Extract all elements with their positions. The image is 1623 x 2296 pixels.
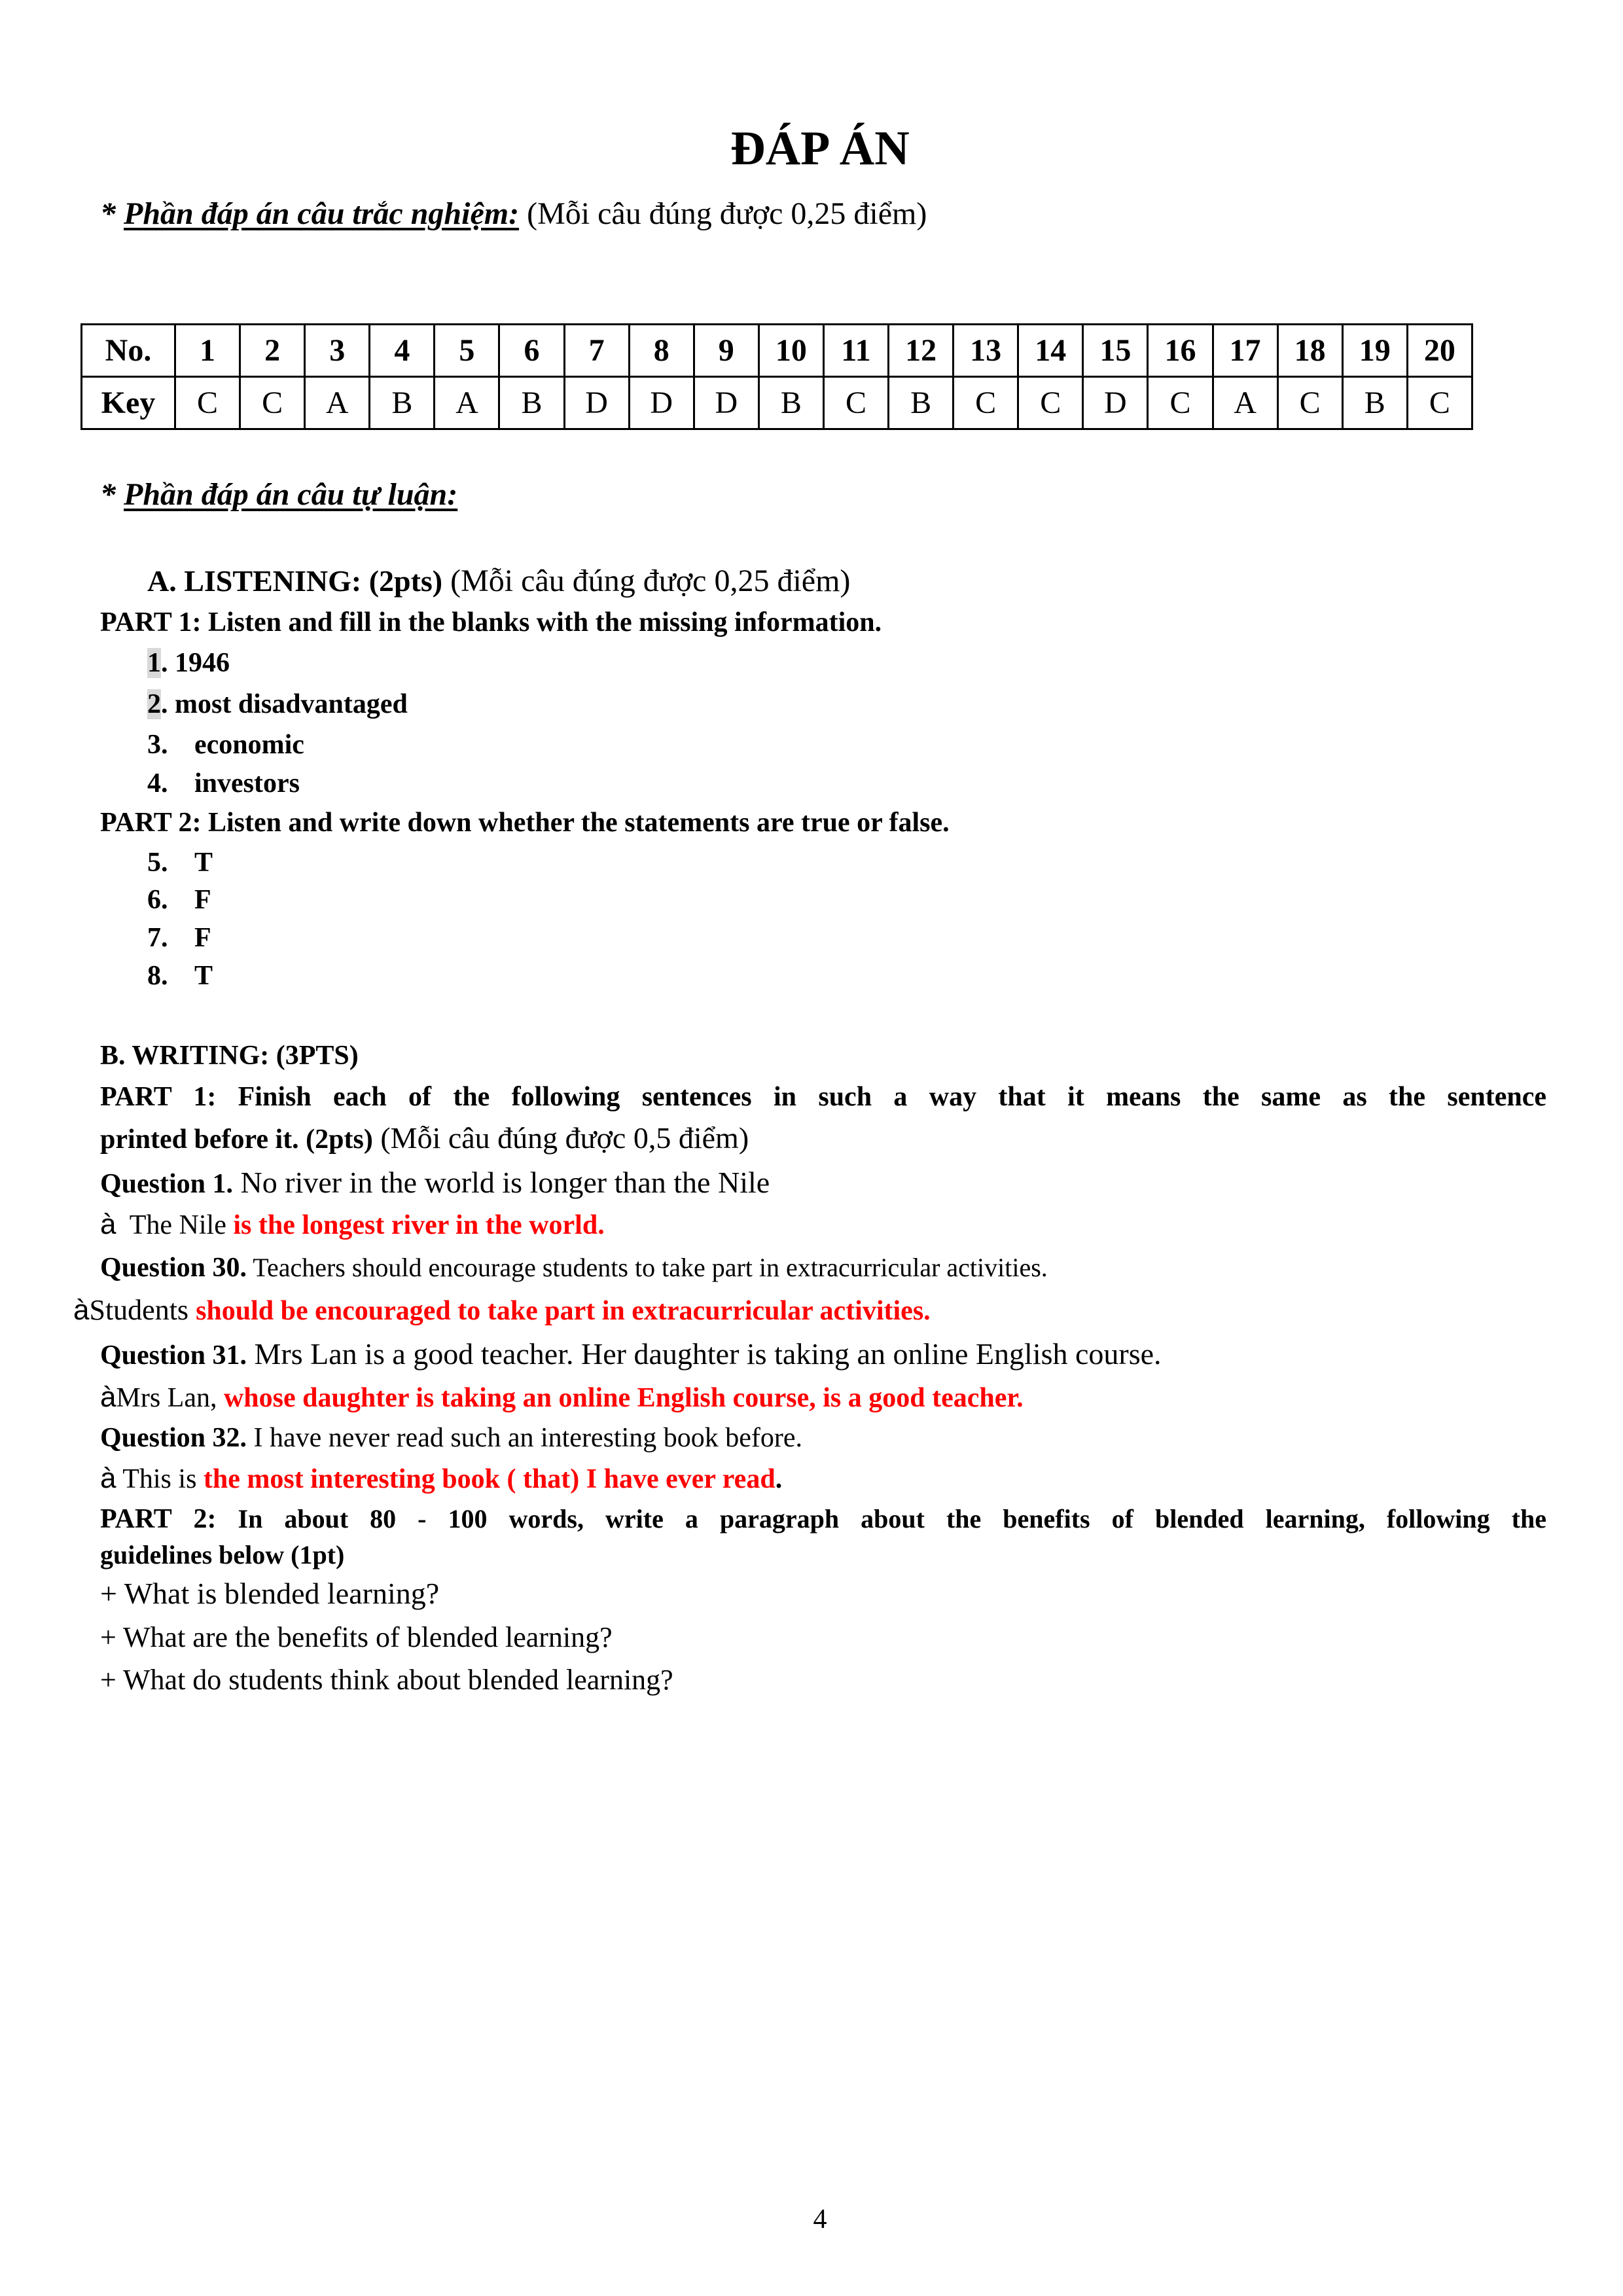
question-number: 8 <box>629 325 694 377</box>
answer-key: B <box>370 377 435 429</box>
question-number: 6 <box>499 325 564 377</box>
question-answer <box>100 1210 605 1239</box>
answer-key: A <box>305 377 370 429</box>
item-answer: economic <box>194 730 304 760</box>
answer-key: A <box>1213 377 1277 429</box>
heading-asterisk: * <box>100 196 124 231</box>
list-item <box>147 770 300 797</box>
answer-key: C <box>175 377 240 429</box>
table-row-numbers <box>82 325 1472 377</box>
list-item <box>147 886 211 914</box>
item-answer: investors <box>194 768 300 798</box>
question-answer <box>100 1464 782 1493</box>
item-number: 8. <box>147 961 168 991</box>
question-number: 5 <box>435 325 499 377</box>
writing-part2-instruction-line1 <box>100 1505 1546 1533</box>
question-number: 19 <box>1342 325 1407 377</box>
row-header-key: Key <box>82 377 175 429</box>
arrow-icon: à <box>73 1294 90 1326</box>
question-number: 20 <box>1407 325 1472 377</box>
question-number: 17 <box>1213 325 1277 377</box>
question-label: Question 1. <box>100 1169 234 1199</box>
answer-key: C <box>1018 377 1083 429</box>
question-number: 16 <box>1148 325 1213 377</box>
arrow-icon: à <box>100 1208 116 1240</box>
answer-key: C <box>240 377 305 429</box>
item-answer: . 1946 <box>161 648 230 678</box>
question-number: 7 <box>564 325 629 377</box>
answer-key: D <box>694 377 758 429</box>
guideline-item: + What are the benefits of blended learning? <box>100 1621 613 1653</box>
answer-start: This is <box>116 1464 204 1494</box>
listening-score-note: (Mỗi câu đúng được 0,25 điểm) <box>442 564 851 598</box>
writing-part2-instruction-line2: guidelines below (1pt) <box>100 1540 345 1570</box>
item-answer: T <box>194 961 213 991</box>
multiple-choice-score-note: (Mỗi câu đúng được 0,25 điểm) <box>519 196 927 231</box>
answer-key: B <box>499 377 564 429</box>
answer-text: is the longest river in the world. <box>233 1210 605 1240</box>
question-number: 2 <box>240 325 305 377</box>
guideline-item: + What is blended learning? <box>100 1577 440 1610</box>
list-item <box>147 849 213 876</box>
row-header-no: No. <box>82 325 175 377</box>
page-title: ĐÁP ÁN <box>730 122 910 175</box>
list-item <box>147 691 408 718</box>
item-answer: T <box>194 848 213 878</box>
answer-key: B <box>1342 377 1407 429</box>
question-number: 13 <box>954 325 1018 377</box>
question-prompt <box>100 1254 1048 1282</box>
question-number: 10 <box>758 325 823 377</box>
question-number: 14 <box>1018 325 1083 377</box>
answer-key: C <box>1277 377 1342 429</box>
question-prompt <box>100 1424 802 1452</box>
question-number: 4 <box>370 325 435 377</box>
question-label: Question 32. <box>100 1423 247 1453</box>
answer-start: Students <box>89 1294 196 1326</box>
question-number: 15 <box>1083 325 1148 377</box>
question-number: 9 <box>694 325 758 377</box>
listening-label: A. LISTENING: (2pts) <box>147 564 443 598</box>
part2-label: PART 2: <box>100 1504 217 1534</box>
listening-heading <box>147 565 850 597</box>
part2-instruction: In about 80 - 100 words, write a paragraph about the benefits of blended learning, following the <box>216 1504 1546 1534</box>
question-answer <box>73 1296 931 1325</box>
arrow-icon: à <box>100 1381 116 1413</box>
arrow-icon: à <box>100 1462 116 1494</box>
answer-key-table <box>80 323 1473 430</box>
answer-end: . <box>775 1464 783 1494</box>
list-item <box>147 649 230 677</box>
answer-key: D <box>1083 377 1148 429</box>
item-answer: . most disadvantaged <box>161 689 408 719</box>
answer-key: C <box>954 377 1018 429</box>
writing-part1-instruction-line2 <box>100 1123 749 1153</box>
item-number: 5. <box>147 848 168 878</box>
question-label: Question 31. <box>100 1340 247 1371</box>
item-number: 3. <box>147 730 168 760</box>
question-text: No river in the world is longer than the Nile <box>233 1166 770 1199</box>
question-text: Teachers should encourage students to take part in extracurricular activities. <box>247 1253 1048 1282</box>
answer-key: C <box>1407 377 1472 429</box>
answer-key: B <box>889 377 954 429</box>
question-text: Mrs Lan is a good teacher. Her daughter is taking an online English course. <box>247 1337 1162 1371</box>
list-item <box>147 962 213 990</box>
question-label: Question 30. <box>100 1253 247 1283</box>
question-number: 11 <box>823 325 888 377</box>
item-number: 6. <box>147 885 168 915</box>
question-prompt <box>100 1168 770 1198</box>
listening-part2-instruction: PART 2: Listen and write down whether the statements are true or false. <box>100 808 950 838</box>
item-answer: F <box>194 923 211 953</box>
item-answer: F <box>194 885 211 915</box>
answer-key: A <box>435 377 499 429</box>
heading-asterisk: * <box>100 477 124 512</box>
answer-text: the most interesting book ( that) I have ever read <box>203 1464 776 1494</box>
item-number: 4. <box>147 768 168 798</box>
writing-part1-instruction-line1: PART 1: Finish each of the following sentences in such a way that it means the same as the sentence <box>100 1082 1546 1112</box>
page-number: 4 <box>813 2204 827 2234</box>
question-number: 18 <box>1277 325 1342 377</box>
item-number: 2 <box>147 689 161 719</box>
item-number: 7. <box>147 923 168 953</box>
listening-part1-instruction: PART 1: Listen and fill in the blanks with the missing information. <box>100 607 882 637</box>
item-number: 1 <box>147 648 161 678</box>
question-answer <box>100 1383 1024 1412</box>
answer-text: should be encouraged to take part in extracurricular activities. <box>196 1296 931 1326</box>
answer-key: C <box>823 377 888 429</box>
answer-key: D <box>564 377 629 429</box>
essay-title: Phần đáp án câu tự luận: <box>124 477 458 512</box>
question-prompt <box>100 1339 1162 1369</box>
question-number: 3 <box>305 325 370 377</box>
answer-key: C <box>1148 377 1213 429</box>
answer-key: D <box>629 377 694 429</box>
answer-text: whose daughter is taking an online English course, is a good teacher. <box>223 1383 1024 1413</box>
answer-start: Mrs Lan, <box>116 1383 224 1413</box>
answer-key: B <box>758 377 823 429</box>
guideline-item: + What do students think about blended learning? <box>100 1664 673 1696</box>
list-item <box>147 731 304 759</box>
table-row-keys <box>82 377 1472 429</box>
multiple-choice-heading <box>100 198 927 230</box>
question-text: I have never read such an interesting book before. <box>247 1423 803 1453</box>
writing-score-note: (Mỗi câu đúng được 0,5 điểm) <box>372 1121 749 1155</box>
multiple-choice-title: Phần đáp án câu trắc nghiệm: <box>124 196 520 231</box>
answer-start: The Nile <box>116 1210 234 1240</box>
question-number: 1 <box>175 325 240 377</box>
question-number: 12 <box>889 325 954 377</box>
list-item <box>147 924 211 952</box>
writing-heading: B. WRITING: (3PTS) <box>100 1041 359 1071</box>
essay-heading <box>100 479 457 511</box>
instruction-text: printed before it. (2pts) <box>100 1124 373 1155</box>
